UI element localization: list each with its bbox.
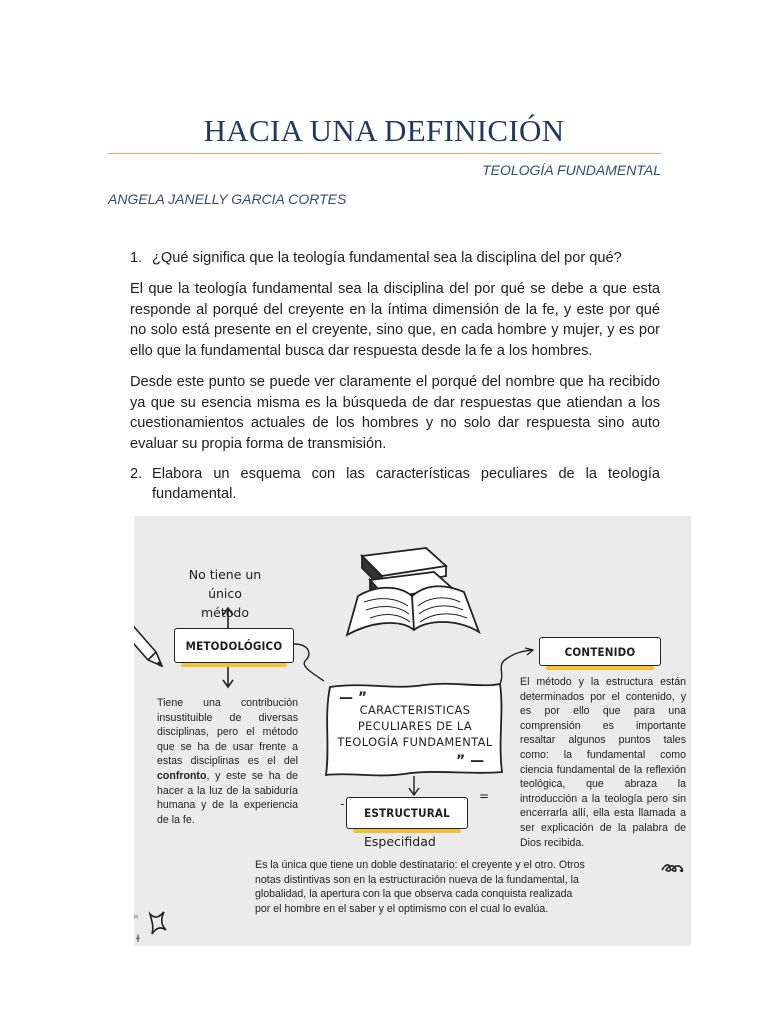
estructural-box <box>346 797 468 829</box>
title-rule <box>108 153 661 154</box>
answer-paragraph-1: El que la teología fundamental sea la disciplina del por qué se debe a que esta responde al porqué del creyente en la íntima dimensión de la fe, y este por qué no solo está presente en el creyente, sino que, en cada hombre y mujer, y es por ello que la fundamental busca dar respuesta desde la fe a los hombres. <box>130 281 660 359</box>
contenido-description: El método y la estructura están determinados por el contenido, y es por ello que para una comprensión es importante resaltar algunos puntos tales como: la fundamental como ciencia fundamental de la reflexión teológica, que abraza la introducción a la teología pero sin encerrarla allí, ella esta llamada a ser explicación de la palabra de Dios recibida. <box>520 676 686 849</box>
metodologico-description <box>157 696 298 827</box>
estructural-note: Especifidad <box>364 834 436 849</box>
estructural-description: Es la única que tiene un doble destinatario: el creyente y el otro. Otros notas distintivas son en la estructuración nueva de la fundamental, la globalidad, la apertura con la que observa cada conquista realizada por el hombre en el saber y el optimismo con el cual lo evalúa. <box>255 859 585 915</box>
svg-text:— ”: — ” <box>339 690 368 706</box>
document-subtitle: TEOLOGÍA FUNDAMENTAL <box>482 162 661 178</box>
svg-text:” —: ” — <box>456 753 485 769</box>
metodologico-label: METODOLÓGICO <box>185 638 283 653</box>
books-icon <box>347 548 479 635</box>
note-line: método <box>201 605 249 620</box>
question-number: 1. <box>130 250 143 266</box>
contenido-box <box>539 637 661 666</box>
desc-text: , y este se ha de hacer a la luz de la sabiduría humana y de la experiencia de la fe. <box>157 769 298 826</box>
box-highlight <box>546 666 654 670</box>
question-text: ¿Qué significa que la teología fundamental sea la disciplina del por qué? <box>152 250 622 266</box>
svg-text:ⁿ: ⁿ <box>134 914 138 925</box>
estructural-label: ESTRUCTURAL <box>364 806 450 820</box>
pencil-icon <box>134 620 162 666</box>
desc-text: Tiene una contribución insustituible de diversas disciplinas, pero el método que se ha de usar frente a estas disciplinas es el del <box>157 697 298 768</box>
metodologico-note <box>170 565 280 622</box>
answer-paragraph-2: Desde este punto se puede ver claramente el porqué del nombre que ha recibido ya que su esencia misma es la búsqueda de dar respuestas que atiendan a los cuestionamientos actuales de los hombres y no solo dar respuesta sino auto evaluar su propia forma de transmisión. <box>130 374 660 452</box>
question-number: 2. <box>130 466 143 482</box>
author-name: ANGELA JANELLY GARCIA CORTES <box>108 191 347 207</box>
svg-text:ɫ: ɫ <box>136 934 140 945</box>
page-title: HACIA UNA DEFINICIÓN <box>203 113 565 148</box>
center-line: TEOLOGÍA FUNDAMENTAL <box>337 735 493 749</box>
diagram-center-title <box>334 702 496 750</box>
svg-text:-: - <box>340 797 345 811</box>
center-line: CARACTERISTICAS <box>359 703 471 717</box>
desc-bold: confronto <box>157 769 207 782</box>
swirl-icon <box>662 865 682 871</box>
box-highlight <box>353 829 461 833</box>
svg-text:=: = <box>479 789 490 803</box>
question-text: Elabora un esquema con las características peculiares de la teología fundamental. <box>152 466 660 502</box>
contenido-label: CONTENIDO <box>564 644 636 659</box>
metodologico-box <box>174 628 294 663</box>
schema-figure <box>134 516 691 946</box>
note-line: No tiene un único <box>188 567 262 601</box>
box-highlight <box>181 663 287 667</box>
sparkle-icon <box>134 912 166 945</box>
center-line: PECULIARES DE LA <box>357 719 473 733</box>
